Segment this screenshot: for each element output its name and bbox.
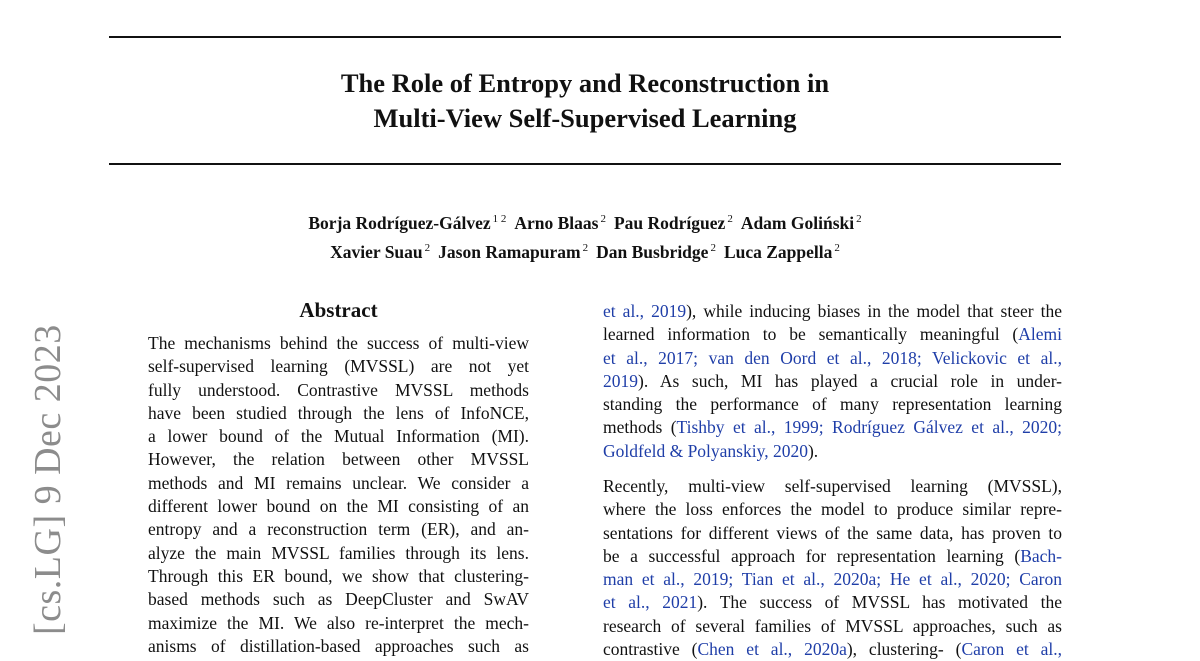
author-affiliation: 2 bbox=[582, 242, 589, 254]
paragraph-line bbox=[603, 498, 1062, 521]
abstract-line: self-supervised learning (MVSSL) are not yet bbox=[148, 356, 529, 377]
author-affiliation: 2 bbox=[856, 213, 862, 225]
citation-link[interactable]: Tishby et al., 1999; Rodríguez Gálvez et al., 2020; bbox=[676, 417, 1062, 438]
paragraph-line bbox=[603, 522, 1062, 545]
paragraph-text: ). As such, MI has played a crucial role in under- bbox=[638, 370, 1062, 391]
author bbox=[596, 242, 716, 262]
author bbox=[308, 213, 506, 233]
author-name: Arno Blaas bbox=[514, 213, 599, 233]
paragraph-text: ). The success of MVSSL has motivated the bbox=[697, 592, 1062, 613]
paragraph-line bbox=[603, 416, 1062, 439]
author bbox=[741, 213, 862, 233]
title-line-1: The Role of Entropy and Reconstruction in bbox=[340, 68, 830, 98]
paragraph-line bbox=[603, 475, 1062, 498]
paragraph-text: sentations for different views of the same data, has proven to bbox=[603, 522, 1062, 543]
citation-link[interactable]: 2019 bbox=[603, 370, 638, 391]
abstract-line: The mechanisms behind the success of multi-view bbox=[148, 333, 529, 353]
abstract-line: alyze the main MVSSL families through its lens. bbox=[148, 542, 529, 563]
author-affiliation: 2 bbox=[424, 242, 431, 254]
citation-link[interactable]: et al., 2017; van den Oord et al., 2018; Velickovic et al., bbox=[603, 347, 1062, 368]
abstract-line: anisms of distillation-based approaches such as bbox=[148, 635, 529, 656]
abstract-line: a lower bound of the Mutual Information (MI). bbox=[148, 426, 529, 447]
author bbox=[438, 242, 588, 262]
author-affiliation: 2 bbox=[834, 242, 840, 254]
abstract-line: methods and MI remains unclear. We consider a bbox=[148, 472, 529, 493]
arxiv-stamp: [cs.LG] 9 Dec 2023 bbox=[27, 324, 69, 635]
top-rule bbox=[109, 36, 1061, 38]
paragraph-line bbox=[603, 615, 1062, 638]
author-name: Pau Rodríguez bbox=[613, 213, 726, 233]
author bbox=[330, 242, 430, 262]
abstract-line: different lower bound on the MI consisting of an bbox=[148, 496, 529, 517]
author-list bbox=[109, 207, 1061, 265]
paragraph-text: learned information to be semantically meaningful ( bbox=[603, 324, 1019, 345]
paragraph-text: Recently, multi-view self-supervised learning (MVSSL), bbox=[603, 476, 1062, 496]
title-line-2: Multi-View Self-Supervised Learning bbox=[373, 103, 797, 133]
abstract-line: have been studied through the lens of InfoNCE, bbox=[148, 402, 529, 423]
citation-link[interactable]: Chen et al., 2020a bbox=[697, 639, 847, 660]
paragraph-line bbox=[603, 323, 1062, 346]
citation-link[interactable]: Alemi bbox=[1018, 324, 1062, 345]
author-name: Borja Rodríguez-Gálvez bbox=[308, 213, 491, 233]
abstract-line: maximize the MI. We also re-interpret the mech- bbox=[148, 612, 529, 633]
paragraph-line bbox=[603, 300, 1062, 323]
intro-paragraph-1 bbox=[603, 300, 1062, 463]
author-name: Luca Zappella bbox=[723, 242, 833, 262]
paragraph-text: standing the performance of many representation learning bbox=[603, 394, 1062, 415]
author-name: Adam Goliński bbox=[740, 213, 855, 233]
paragraph-line bbox=[603, 393, 1062, 416]
paragraph-text: research of several families of MVSSL approaches, such as bbox=[603, 615, 1062, 636]
citation-link[interactable]: Caron et al., bbox=[961, 639, 1062, 660]
author-affiliation: 2 bbox=[600, 213, 606, 225]
abstract-line: However, the relation between other MVSSL bbox=[148, 449, 529, 470]
abstract-line: based methods such as DeepCluster and SwAV bbox=[148, 589, 529, 610]
author bbox=[614, 213, 733, 233]
paragraph-line bbox=[603, 568, 1062, 591]
paragraph-line bbox=[603, 440, 1062, 463]
author-line-1 bbox=[109, 207, 1061, 236]
author-line-2 bbox=[109, 236, 1061, 265]
paragraph-text: where the loss enforces the model to produce similar repre- bbox=[603, 499, 1062, 520]
author-affiliation: 2 bbox=[727, 213, 733, 225]
paragraph-text: ). bbox=[807, 440, 819, 461]
paper-title bbox=[109, 66, 1061, 136]
author bbox=[724, 242, 840, 262]
citation-link[interactable]: Goldfeld & Polyanskiy, 2020 bbox=[603, 440, 808, 461]
paragraph-text: be a successful approach for representation learning ( bbox=[603, 545, 1021, 566]
bottom-rule bbox=[109, 163, 1061, 165]
author-affiliation: 1 2 bbox=[492, 213, 507, 225]
author-name: Dan Busbridge bbox=[596, 242, 709, 262]
author bbox=[514, 213, 606, 233]
author-affiliation: 2 bbox=[710, 242, 716, 254]
author-name: Xavier Suau bbox=[330, 242, 423, 262]
intro-paragraph-2 bbox=[603, 475, 1062, 661]
citation-link[interactable]: Bach- bbox=[1020, 545, 1062, 566]
abstract-line: Through this ER bound, we show that clustering- bbox=[148, 565, 529, 586]
paragraph-line bbox=[603, 545, 1062, 568]
citation-link[interactable]: man et al., 2019; Tian et al., 2020a; He et al., 2020; Caron bbox=[603, 569, 1062, 590]
author-name: Jason Ramapuram bbox=[438, 242, 581, 262]
abstract-heading: Abstract bbox=[299, 298, 378, 322]
paragraph-text: contrastive ( bbox=[603, 639, 698, 660]
paragraph-line bbox=[603, 591, 1062, 614]
paragraph-line bbox=[603, 638, 1062, 661]
abstract-line: fully understood. Contrastive MVSSL methods bbox=[148, 379, 529, 400]
paragraph-line bbox=[603, 370, 1062, 393]
abstract-body bbox=[148, 332, 529, 658]
abstract-line: entropy and a reconstruction term (ER), and an- bbox=[148, 519, 529, 540]
citation-link[interactable]: et al., 2019 bbox=[603, 301, 687, 321]
paragraph-text: ), clustering- ( bbox=[846, 639, 962, 660]
paragraph-line bbox=[603, 347, 1062, 370]
paragraph-text: ), while inducing biases in the model that steer the bbox=[686, 301, 1062, 321]
paragraph-text: methods ( bbox=[603, 417, 677, 438]
citation-link[interactable]: et al., 2021 bbox=[603, 592, 698, 613]
